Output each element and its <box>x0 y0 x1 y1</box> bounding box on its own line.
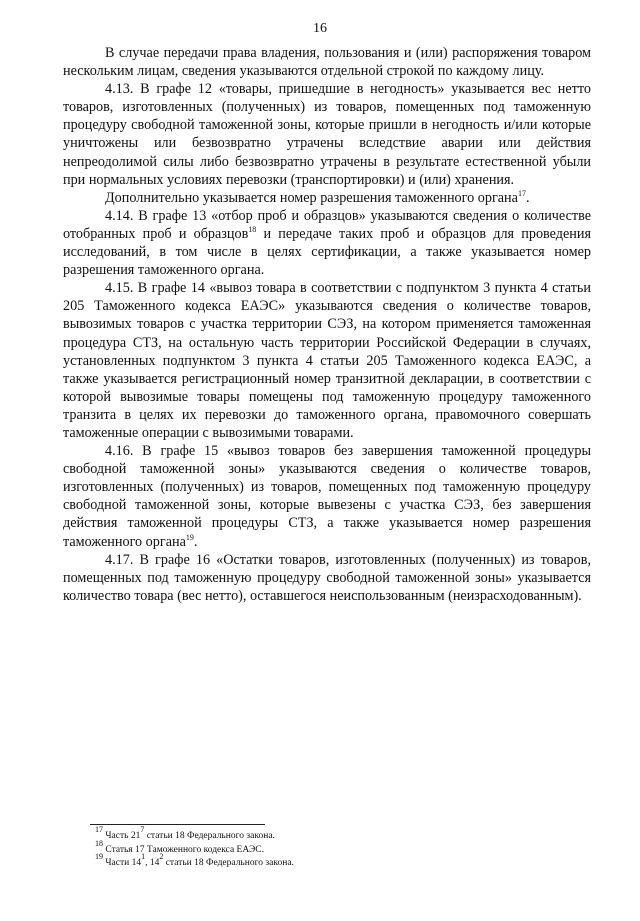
paragraph-text: и передаче таких проб и образцов для проведения исследований, в том числе в целях сертификации, а также указывается номер разрешения таможенного органа. <box>63 225 591 279</box>
document-body <box>63 44 591 605</box>
footnote-divider <box>90 824 265 825</box>
footnote-text: статьи 18 Федерального закона. <box>163 858 294 868</box>
footnote-text: Часть 21 <box>103 831 141 841</box>
footnote-text: Части 14 <box>103 858 142 868</box>
paragraph-text: Дополнительно указывается номер разрешения таможенного органа <box>105 189 518 206</box>
footnote-mark: 19 <box>95 852 103 861</box>
footnote-sup: 7 <box>140 825 145 834</box>
paragraph-text: В случае передачи права владения, пользования и (или) распоряжения товаром нескольким лицам, сведения указываются отдельной строкой по каждому лицу. <box>63 45 591 80</box>
paragraph-text: 4.13. В графе 12 «товары, пришедшие в негодность» указывается вес нетто товаров, изготовленных (полученных) из товаров, помещенных под таможенную процедуру свободной таможенной зоны, которые пришли в негодность и/или которые уничтожены или безвозвратно утрачены вследствие аварии или действия непреодолимой силы либо безвозвратно утрачены в результате естественной убыли при нормальных условиях перевозки (транспортировки) и (или) хранения. <box>63 81 591 188</box>
footnote-text: статьи 18 Федерального закона. <box>144 831 275 841</box>
paragraph-text: 4.17. В графе 16 «Остатки товаров, изготовленных (полученных) из товаров, помещенных под таможенную процедуру свободной таможенной зоны» указывается количество товара (вес нетто), оставшегося неиспользованным (неизрасходованным). <box>63 551 591 604</box>
footnote-19 <box>95 852 575 871</box>
page-number: 16 <box>313 21 327 36</box>
footnote-ref: 17 <box>517 188 526 198</box>
footnote-sup: 1 <box>141 852 146 861</box>
paragraph-text: . <box>525 189 530 206</box>
footnote-text: , 14 <box>145 858 160 868</box>
paragraph-permit-number <box>63 189 591 207</box>
footnote-mark: 18 <box>95 838 103 848</box>
paragraph-text: 4.16. В графе 15 «вывоз товаров без завершения таможенной процедуры свободной таможенной зоны» указываются сведения о количестве товаров, изготовленных (полученных) из товаров, помещенных под таможенную процедуру свободной таможенной зоны, которые вывезены с участка СЭЗ, без завершения действия таможенной процедуры СТЗ, а также указывается номер разрешения таможенного органа <box>63 443 591 550</box>
footnote-ref: 19 <box>185 532 194 542</box>
footnotes <box>95 825 575 871</box>
paragraph-4-17 <box>63 551 591 605</box>
footnote-18 <box>95 838 575 858</box>
footnote-mark: 17 <box>95 825 103 834</box>
paragraph-text: . <box>193 533 198 550</box>
footnote-ref: 18 <box>248 224 257 234</box>
paragraph-4-15 <box>63 279 591 442</box>
paragraph-ownership-transfer <box>63 44 591 80</box>
paragraph-4-14 <box>63 207 591 279</box>
paragraph-text: 4.15. В графе 14 «вывоз товара в соответствии с подпунктом 3 пункта 4 статьи 205 Таможенного кодекса ЕАЭС» указываются сведения о количестве товаров, вывозимых товаров с участка территории СЭЗ, на котором применяется таможенная процедура СТЗ, на остальную часть территории Российской Федерации в случаях, установленных подпунктом 3 пункта 4 статьи 205 Таможенного кодекса ЕАЭС, а также указывается регистрационный номер транзитной декларации, в соответствии с которой вывозимые товары помещены под таможенную процедуру таможенного транзита в целях их перевозки до таможенного органа, правомочного совершать таможенные операции с вывозимыми товарами. <box>63 280 591 441</box>
footnote-sup: 2 <box>159 852 164 861</box>
paragraph-text: 4.14. В графе 13 «отбор проб и образцов» указываются сведения о количестве отобранных проб и образцов <box>63 207 591 242</box>
paragraph-4-13 <box>63 80 591 189</box>
paragraph-4-16 <box>63 442 591 551</box>
footnote-17 <box>95 825 575 844</box>
footnote-text: Статья 17 Таможенного кодекса ЕАЭС. <box>103 844 264 855</box>
